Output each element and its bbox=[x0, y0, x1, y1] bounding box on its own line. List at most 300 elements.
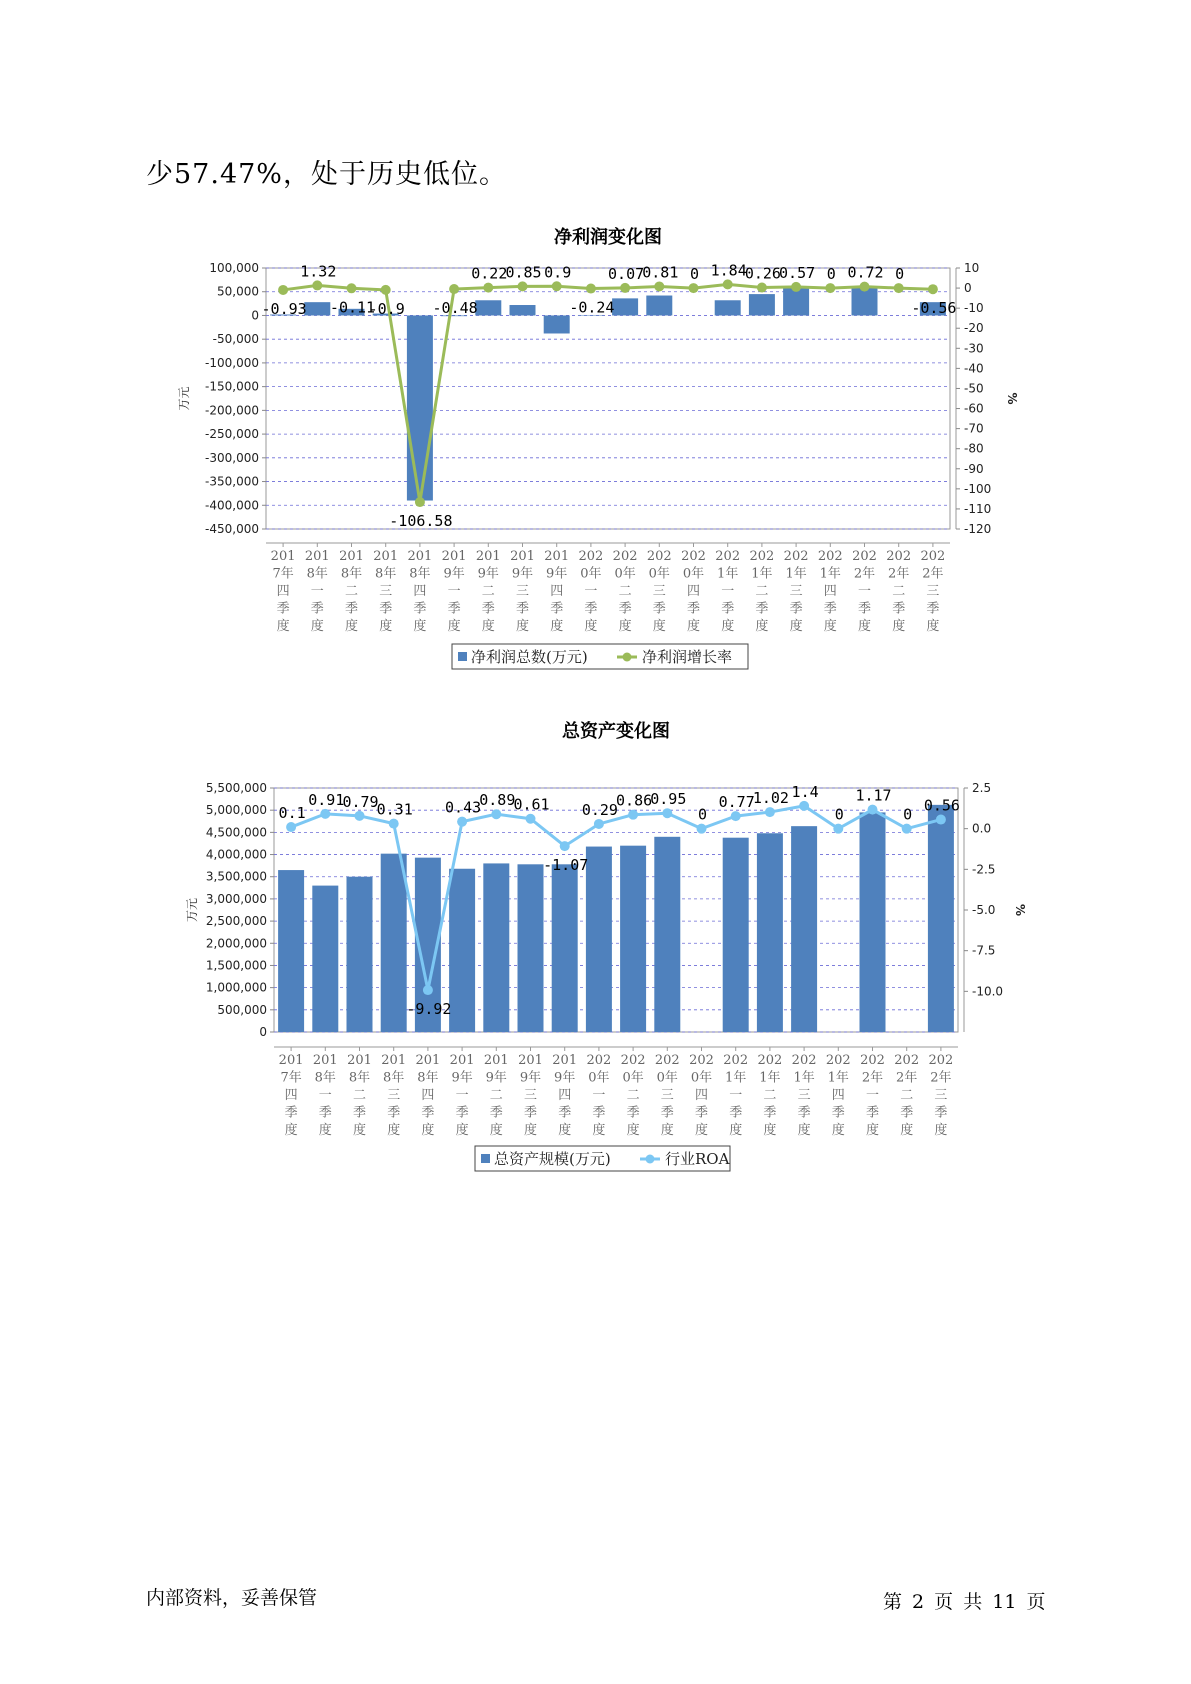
line-point bbox=[457, 817, 467, 827]
x-tick-label: 202 bbox=[715, 549, 741, 564]
x-tick-label: 一 bbox=[729, 1088, 743, 1103]
x-tick-label: 一 bbox=[455, 1088, 469, 1103]
x-tick-label: 7年 bbox=[272, 566, 294, 582]
data-label: -0.24 bbox=[569, 298, 615, 317]
x-tick-label: 1年 bbox=[717, 566, 739, 582]
x-tick-label: 度 bbox=[926, 619, 940, 634]
y2-tick-label: -80 bbox=[964, 441, 984, 456]
x-tick-label: 202 bbox=[920, 549, 946, 564]
y-tick-label: 2,000,000 bbox=[205, 936, 267, 951]
legend-line-label: 行业ROA bbox=[665, 1150, 730, 1168]
y-tick-label: 5,000,000 bbox=[205, 803, 267, 818]
y-axis-title: 万元 bbox=[177, 386, 191, 411]
x-tick-label: 季 bbox=[926, 601, 940, 617]
x-tick-label: 二 bbox=[900, 1088, 914, 1103]
line-point bbox=[654, 281, 664, 291]
bar bbox=[723, 838, 749, 1032]
x-tick-label: 202 bbox=[620, 1053, 646, 1068]
x-tick-label: 9年 bbox=[546, 566, 568, 582]
x-tick-label: 202 bbox=[578, 549, 604, 564]
bar bbox=[715, 300, 741, 315]
x-tick-label: 四 bbox=[823, 584, 837, 599]
line-point bbox=[526, 814, 536, 824]
y2-tick-label: -10.0 bbox=[972, 984, 1004, 999]
x-tick-label: 202 bbox=[928, 1053, 954, 1068]
x-tick-label: 季 bbox=[686, 601, 701, 617]
x-tick-label: 季 bbox=[660, 1105, 674, 1121]
x-tick-label: 9年 bbox=[519, 1070, 542, 1086]
x-tick-label: 度 bbox=[721, 619, 735, 634]
x-tick-label: 季 bbox=[789, 601, 803, 617]
x-tick-label: 1年 bbox=[785, 566, 807, 582]
x-tick-label: 度 bbox=[284, 1123, 298, 1138]
x-tick-label: 季 bbox=[865, 1105, 880, 1121]
x-tick-label: 8年 bbox=[383, 1070, 405, 1086]
chart-title: 净利润变化图 bbox=[554, 227, 662, 248]
line-point bbox=[518, 281, 528, 291]
x-tick-label: 季 bbox=[592, 1105, 606, 1121]
footer-confidential-note: 内部资料，妥善保管 bbox=[146, 1587, 318, 1609]
y2-axis-title: % bbox=[1005, 392, 1019, 405]
x-tick-label: 202 bbox=[723, 1053, 749, 1068]
x-tick-label: 季 bbox=[352, 1105, 367, 1121]
x-tick-label: 1年 bbox=[827, 1070, 849, 1086]
y-tick-label: 500,000 bbox=[217, 1002, 267, 1017]
x-tick-label: 二 bbox=[481, 584, 495, 599]
x-tick-label: 2年 bbox=[888, 566, 910, 582]
y2-tick-label: -50 bbox=[964, 381, 984, 396]
x-tick-label: 201 bbox=[544, 549, 570, 564]
x-tick-label: 二 bbox=[755, 584, 769, 599]
x-tick-label: 季 bbox=[481, 601, 495, 617]
y-tick-label: -300,000 bbox=[205, 450, 259, 465]
line-point bbox=[902, 824, 912, 834]
x-tick-label: 度 bbox=[344, 619, 359, 634]
x-tick-label: 季 bbox=[729, 1105, 743, 1121]
x-tick-label: 三 bbox=[926, 584, 940, 599]
x-tick-label: 度 bbox=[447, 619, 461, 634]
y2-tick-label: -110 bbox=[964, 501, 992, 516]
x-tick-label: 季 bbox=[550, 601, 564, 617]
x-tick-label: 202 bbox=[757, 1053, 783, 1068]
bar bbox=[544, 315, 570, 333]
x-tick-label: 季 bbox=[489, 1105, 503, 1121]
data-label: -0.48 bbox=[432, 299, 478, 318]
x-tick-label: 2年 bbox=[861, 1070, 884, 1086]
x-tick-label: 201 bbox=[278, 1053, 304, 1068]
x-tick-label: 8年 bbox=[340, 566, 363, 582]
line-point bbox=[662, 808, 672, 818]
bar bbox=[483, 863, 509, 1032]
data-label: 0 bbox=[826, 265, 836, 284]
x-tick-label: 202 bbox=[886, 549, 912, 564]
x-tick-label: 8年 bbox=[409, 566, 431, 582]
net-profit-chart-svg bbox=[0, 210, 1191, 680]
x-tick-label: 季 bbox=[413, 601, 427, 617]
data-label: 1.02 bbox=[752, 789, 789, 808]
y-tick-label: 1,500,000 bbox=[205, 958, 267, 973]
data-label: -1.07 bbox=[543, 856, 589, 875]
legend-line-marker bbox=[623, 653, 632, 662]
data-label: 0 bbox=[895, 265, 905, 284]
line-point bbox=[620, 283, 630, 293]
x-tick-label: 202 bbox=[852, 549, 877, 564]
x-tick-label: 201 bbox=[304, 549, 330, 564]
data-label: 0.07 bbox=[608, 264, 645, 283]
y-tick-label: 0 bbox=[259, 1025, 267, 1039]
y-tick-label: -350,000 bbox=[205, 474, 259, 489]
line-point bbox=[320, 809, 330, 819]
y2-tick-label: 0 bbox=[964, 281, 972, 296]
x-tick-label: 四 bbox=[694, 1088, 709, 1103]
x-tick-label: 四 bbox=[686, 584, 701, 599]
y2-tick-label: -100 bbox=[964, 481, 992, 496]
x-tick-label: 二 bbox=[352, 1088, 367, 1103]
y2-tick-label: -7.5 bbox=[972, 943, 996, 958]
y-tick-label: -450,000 bbox=[205, 522, 259, 536]
x-tick-label: 度 bbox=[523, 1123, 538, 1138]
y-tick-label: -400,000 bbox=[205, 498, 259, 513]
x-tick-label: 二 bbox=[489, 1088, 503, 1103]
x-tick-label: 202 bbox=[860, 1053, 885, 1068]
bar bbox=[852, 288, 878, 316]
line-point bbox=[689, 283, 699, 293]
x-tick-label: 度 bbox=[413, 619, 427, 634]
y-tick-label: 3,000,000 bbox=[205, 891, 267, 906]
y2-tick-label: -30 bbox=[964, 341, 984, 356]
y2-tick-label: -2.5 bbox=[972, 862, 996, 877]
y2-tick-label: 10 bbox=[964, 261, 980, 275]
x-tick-label: 季 bbox=[694, 1105, 709, 1121]
x-tick-label: 度 bbox=[379, 619, 393, 634]
line-point bbox=[833, 824, 843, 834]
x-tick-label: 二 bbox=[763, 1088, 777, 1103]
data-label: 0.57 bbox=[779, 263, 816, 282]
x-tick-label: 季 bbox=[857, 601, 872, 617]
line-point bbox=[355, 811, 365, 821]
bar bbox=[620, 846, 646, 1032]
x-tick-label: 201 bbox=[552, 1053, 578, 1068]
line-point bbox=[860, 282, 870, 292]
total-assets-chart-svg bbox=[0, 705, 1191, 1185]
x-tick-label: 8年 bbox=[348, 1070, 371, 1086]
line-point bbox=[791, 282, 801, 292]
x-tick-label: 二 bbox=[892, 584, 906, 599]
x-tick-label: 度 bbox=[387, 1123, 401, 1138]
y2-tick-label: -120 bbox=[964, 522, 992, 536]
line-point bbox=[723, 279, 733, 289]
y2-tick-label: -20 bbox=[964, 321, 984, 336]
y-tick-label: -150,000 bbox=[205, 379, 259, 394]
x-tick-label: 二 bbox=[626, 1088, 640, 1103]
x-tick-label: 度 bbox=[584, 619, 598, 634]
x-tick-label: 0年 bbox=[648, 566, 670, 582]
data-label: 0.43 bbox=[445, 798, 482, 817]
line-point bbox=[423, 985, 433, 995]
x-tick-label: 三 bbox=[789, 584, 803, 599]
x-tick-label: 度 bbox=[865, 1123, 880, 1138]
x-tick-label: 202 bbox=[654, 1053, 680, 1068]
x-tick-label: 度 bbox=[352, 1123, 367, 1138]
data-label: 0 bbox=[697, 805, 708, 824]
x-tick-label: 度 bbox=[550, 619, 564, 634]
x-tick-label: 8年 bbox=[417, 1070, 439, 1086]
x-tick-label: 度 bbox=[455, 1123, 469, 1138]
x-tick-label: 度 bbox=[729, 1123, 743, 1138]
line-point bbox=[594, 819, 604, 829]
x-tick-label: 度 bbox=[276, 619, 290, 634]
x-tick-label: 1年 bbox=[819, 566, 841, 582]
bar bbox=[791, 826, 817, 1032]
y2-tick-label: -40 bbox=[964, 361, 984, 376]
data-label: 0.72 bbox=[847, 263, 884, 282]
x-tick-label: 季 bbox=[652, 601, 666, 617]
x-tick-label: 度 bbox=[626, 1123, 640, 1138]
x-tick-label: 202 bbox=[817, 549, 843, 564]
x-tick-label: 度 bbox=[892, 619, 906, 634]
x-tick-label: 三 bbox=[934, 1088, 948, 1103]
x-tick-label: 201 bbox=[483, 1053, 509, 1068]
x-tick-label: 三 bbox=[797, 1088, 811, 1103]
x-tick-label: 一 bbox=[857, 584, 872, 599]
y2-tick-label: -60 bbox=[964, 401, 984, 416]
x-tick-label: 0年 bbox=[614, 566, 636, 582]
x-tick-label: 201 bbox=[347, 1053, 372, 1068]
y2-tick-label: -10 bbox=[964, 301, 984, 316]
x-tick-label: 202 bbox=[689, 1053, 714, 1068]
bar bbox=[646, 296, 672, 316]
x-tick-label: 四 bbox=[276, 584, 290, 599]
plot-area bbox=[274, 788, 958, 1032]
line-point bbox=[312, 280, 322, 290]
data-label: 1.32 bbox=[300, 262, 337, 281]
x-tick-label: 季 bbox=[797, 1105, 811, 1121]
x-tick-label: 季 bbox=[284, 1105, 298, 1121]
line-point bbox=[560, 841, 570, 851]
data-label: 0.91 bbox=[308, 790, 345, 809]
x-tick-label: 201 bbox=[270, 549, 296, 564]
x-tick-label: 1年 bbox=[793, 1070, 815, 1086]
y-tick-label: 5,500,000 bbox=[205, 781, 267, 795]
x-tick-label: 季 bbox=[584, 601, 598, 617]
line-point bbox=[586, 284, 596, 294]
x-tick-label: 202 bbox=[681, 549, 706, 564]
x-tick-label: 三 bbox=[515, 584, 530, 599]
x-tick-label: 1年 bbox=[751, 566, 773, 582]
line-point bbox=[894, 283, 904, 293]
y-tick-label: 3,500,000 bbox=[205, 869, 267, 884]
y2-axis-title: % bbox=[1013, 903, 1027, 917]
data-label: 0.95 bbox=[650, 790, 687, 809]
x-tick-label: 202 bbox=[749, 549, 775, 564]
x-tick-label: 1年 bbox=[725, 1070, 747, 1086]
x-tick-label: 季 bbox=[721, 601, 735, 617]
y-tick-label: 2,500,000 bbox=[205, 914, 267, 929]
x-tick-label: 9年 bbox=[477, 566, 499, 582]
data-label: 0.61 bbox=[513, 795, 550, 814]
y-tick-label: 0 bbox=[251, 308, 259, 323]
data-label: 0.79 bbox=[342, 792, 379, 811]
line-point bbox=[491, 809, 501, 819]
x-tick-label: 0年 bbox=[682, 566, 705, 582]
x-tick-label: 9年 bbox=[485, 1070, 507, 1086]
line-point bbox=[552, 281, 562, 291]
data-label: 1.17 bbox=[855, 786, 892, 805]
legend-bar-swatch bbox=[481, 1154, 490, 1163]
x-tick-label: 三 bbox=[379, 584, 393, 599]
x-tick-label: 四 bbox=[831, 1088, 845, 1103]
x-tick-label: 度 bbox=[823, 619, 837, 634]
line-point bbox=[628, 810, 638, 820]
x-tick-label: 201 bbox=[415, 1053, 441, 1068]
x-tick-label: 四 bbox=[284, 1088, 298, 1103]
data-label: 0 bbox=[903, 805, 913, 824]
bar bbox=[312, 886, 338, 1032]
x-tick-label: 季 bbox=[755, 601, 769, 617]
x-tick-label: 一 bbox=[447, 584, 461, 599]
data-label: 0 bbox=[689, 265, 700, 284]
x-tick-label: 四 bbox=[421, 1088, 435, 1103]
data-label: 0.9 bbox=[544, 263, 572, 282]
x-tick-label: 季 bbox=[344, 601, 359, 617]
x-tick-label: 202 bbox=[586, 1053, 612, 1068]
data-label: 0.56 bbox=[923, 796, 960, 815]
x-tick-label: 201 bbox=[407, 549, 433, 564]
x-tick-label: 三 bbox=[652, 584, 666, 599]
x-tick-label: 度 bbox=[934, 1123, 948, 1138]
y-tick-label: 4,500,000 bbox=[205, 825, 267, 840]
legend-bar-label: 总资产规模(万元) bbox=[494, 1150, 611, 1168]
x-tick-label: 季 bbox=[379, 601, 393, 617]
x-tick-label: 202 bbox=[783, 549, 809, 564]
x-tick-label: 7年 bbox=[280, 1070, 302, 1086]
x-tick-label: 201 bbox=[475, 549, 501, 564]
x-tick-label: 二 bbox=[344, 584, 359, 599]
data-label: 0 bbox=[834, 805, 844, 824]
intro-paragraph: 少57.47%，处于历史低位。 bbox=[146, 159, 507, 190]
x-tick-label: 1年 bbox=[759, 1070, 781, 1086]
line-point bbox=[347, 283, 357, 293]
legend-bar-label: 净利润总数(万元) bbox=[471, 648, 588, 666]
x-tick-label: 度 bbox=[592, 1123, 606, 1138]
x-tick-label: 8年 bbox=[314, 1070, 336, 1086]
data-label: -106.58 bbox=[389, 512, 453, 531]
line-point bbox=[928, 284, 938, 294]
line-point bbox=[765, 807, 775, 817]
x-tick-label: 度 bbox=[310, 619, 324, 634]
x-tick-label: 季 bbox=[421, 1105, 435, 1121]
legend-line-label: 净利润增长率 bbox=[642, 648, 733, 666]
line-point bbox=[825, 283, 835, 293]
x-tick-label: 季 bbox=[523, 1105, 538, 1121]
y2-tick-label: -90 bbox=[964, 461, 984, 476]
y-tick-label: -50,000 bbox=[212, 332, 259, 347]
line-point bbox=[415, 497, 425, 507]
x-tick-label: 2年 bbox=[930, 1070, 952, 1086]
y2-tick-label: -70 bbox=[964, 421, 984, 436]
x-tick-label: 202 bbox=[646, 549, 672, 564]
x-tick-label: 0年 bbox=[690, 1070, 713, 1086]
x-tick-label: 季 bbox=[318, 1105, 332, 1121]
bar bbox=[586, 847, 612, 1032]
bar bbox=[757, 833, 783, 1032]
x-tick-label: 度 bbox=[857, 619, 872, 634]
data-label: 0.86 bbox=[616, 791, 653, 810]
bar bbox=[278, 870, 304, 1032]
x-tick-label: 8年 bbox=[375, 566, 397, 582]
x-tick-label: 季 bbox=[455, 1105, 469, 1121]
data-label: 0.26 bbox=[744, 264, 781, 283]
footer-page-number: 第 2 页 共 11 页 bbox=[883, 1591, 1046, 1613]
x-tick-label: 四 bbox=[413, 584, 427, 599]
y-tick-label: -100,000 bbox=[205, 355, 259, 370]
x-tick-label: 季 bbox=[900, 1105, 914, 1121]
x-tick-label: 一 bbox=[310, 584, 324, 599]
x-tick-label: 季 bbox=[618, 601, 632, 617]
y-tick-label: -250,000 bbox=[205, 427, 259, 442]
x-tick-label: 度 bbox=[515, 619, 530, 634]
x-tick-label: 8年 bbox=[306, 566, 328, 582]
x-tick-label: 季 bbox=[310, 601, 324, 617]
data-label: 0.31 bbox=[376, 800, 413, 819]
data-label: 0.89 bbox=[479, 791, 516, 810]
x-tick-label: 201 bbox=[339, 549, 364, 564]
x-tick-label: 度 bbox=[558, 1123, 572, 1138]
x-tick-label: 9年 bbox=[511, 566, 534, 582]
data-label: 0.77 bbox=[718, 793, 755, 812]
data-label: -9.92 bbox=[406, 1000, 452, 1019]
x-tick-label: 度 bbox=[318, 1123, 332, 1138]
y2-tick-label: -5.0 bbox=[972, 903, 996, 917]
x-tick-label: 202 bbox=[894, 1053, 920, 1068]
x-tick-label: 季 bbox=[558, 1105, 572, 1121]
data-label: 0.22 bbox=[471, 264, 508, 283]
x-tick-label: 0年 bbox=[622, 1070, 644, 1086]
y-tick-label: 1,000,000 bbox=[205, 980, 267, 995]
x-tick-label: 季 bbox=[276, 601, 290, 617]
x-tick-label: 度 bbox=[618, 619, 632, 634]
bar bbox=[612, 298, 638, 315]
x-tick-label: 0年 bbox=[580, 566, 602, 582]
x-tick-label: 一 bbox=[721, 584, 735, 599]
bar bbox=[552, 864, 578, 1032]
data-label: -0.93 bbox=[261, 299, 307, 318]
bar bbox=[510, 305, 536, 315]
data-label: -0.11 bbox=[329, 298, 376, 317]
bar bbox=[347, 877, 373, 1032]
line-point bbox=[381, 285, 391, 295]
x-tick-label: 度 bbox=[831, 1123, 845, 1138]
line-point bbox=[483, 283, 493, 293]
y-tick-label: 4,000,000 bbox=[205, 847, 267, 862]
x-tick-label: 季 bbox=[823, 601, 837, 617]
x-tick-label: 季 bbox=[626, 1105, 640, 1121]
y-tick-label: 50,000 bbox=[217, 284, 259, 299]
x-tick-label: 202 bbox=[612, 549, 638, 564]
x-tick-label: 201 bbox=[373, 549, 399, 564]
x-tick-label: 一 bbox=[584, 584, 598, 599]
data-label: -0.9 bbox=[368, 299, 405, 318]
x-tick-label: 度 bbox=[789, 619, 803, 634]
data-label: 0.1 bbox=[278, 804, 306, 823]
line-point bbox=[278, 285, 288, 295]
data-label: 0.29 bbox=[581, 800, 618, 819]
x-tick-label: 201 bbox=[312, 1053, 338, 1068]
total-assets-chart bbox=[0, 705, 1191, 1185]
x-tick-label: 度 bbox=[489, 1123, 503, 1138]
x-tick-label: 一 bbox=[592, 1088, 606, 1103]
bar bbox=[749, 294, 775, 315]
